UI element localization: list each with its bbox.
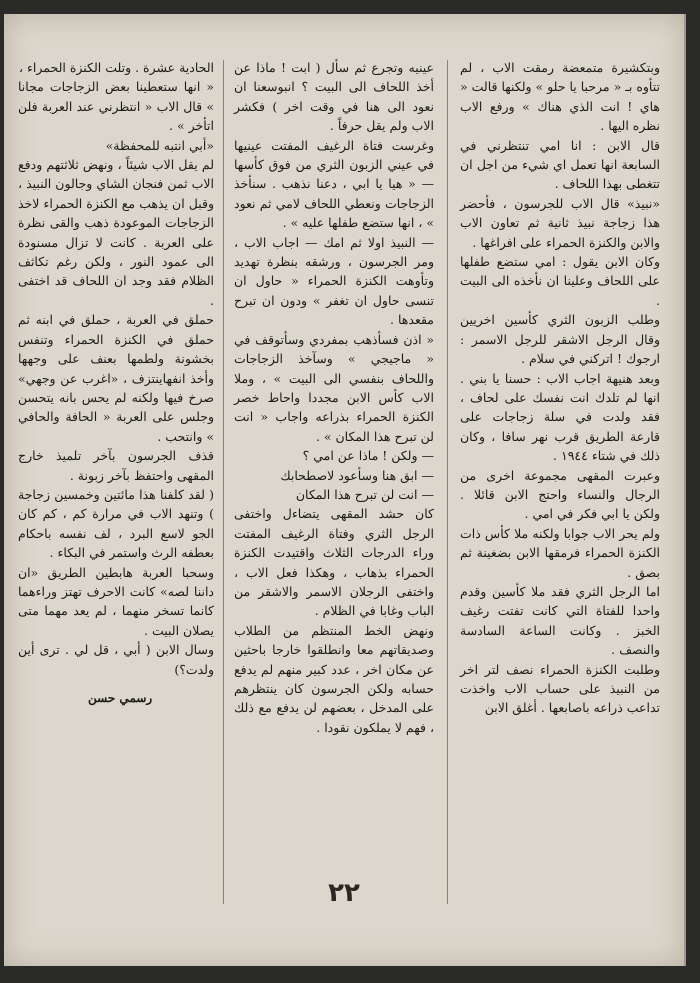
- paragraph: كان حشد المقهى يتضاءل واختفى الرجل الثري وفتاة الرغيف المفتت وراء الدرجات الثلاث واقتيدت الكنزة الحمراء بذهاب ، وهكذا فعل الاب ، واختفى الرجلان الاسمر والاشقر من الباب وغابا في الظلام .: [234, 506, 434, 619]
- paragraph: حملق في العربة ، حملق في ابنه ثم حملق في الكنزة الحمراء وتنفس بخشونة ولطمها بعنف على وجهها وأخذ انفهاينتزف ، «اغرب عن وجهي» صرخ فيها ولكنه لم يحس بانه يتحسن وجلس على العربة « الحافة والحافي » وانتحب .: [18, 312, 214, 444]
- paragraph: « اذن فسأذهب بمفردي وسأتوقف في « ماجيجي » وسآخذ الزجاجات واللحاف بنفسي الى البيت » ، وملا الاب كأس الابن مجددا واحاط خصر الكنزة الحمراء بذراعه واجاب « انت لن تبرح هذا المكان » .: [234, 331, 434, 444]
- paragraph: قذف الجرسون بآخر تلميذ خارج المقهى واحتفظ بآخر زبونة .: [18, 448, 214, 483]
- author-signature: رسمي حسن: [88, 691, 153, 705]
- page-edge: [684, 14, 686, 966]
- paragraph: ونهض الخط المنتظم من الطلاب وصديقاتهم معا وانطلقوا خارجا باحثين عن مكان اخر ، عدد كبير منهم لم يدفع حسابه ولكن الجرسون كان ينتظرهم على المدخل ، بعضهم لن يدفع مع ذلك ، فهم لا يملكون نقودا .: [234, 622, 434, 735]
- paragraph: وطلبت الكنزة الحمراء نصف لتر اخر من النبيذ على حساب الاب واخذت تداعب ذراعه باصابعها . أغلق الابن: [460, 661, 660, 716]
- paragraph: عينيه وتجرع ثم سأل ( ابت ! ماذا عن أخذ اللحاف الى البيت ؟ انبوسعنا ان نعود الى هنا في وقت اخر ) فكشر الاب ولم يقل حرفاً .: [234, 60, 434, 134]
- paragraph: « انها ستعطينا بعض الزجاجات مجانا » قال الاب « انتظرني عند العربة فلن اتأخر » .: [18, 79, 214, 134]
- column-divider: [447, 60, 448, 904]
- text-column-middle: [234, 58, 434, 737]
- page-number: ٢٢: [328, 878, 360, 908]
- paragraph: — النبيذ اولا ثم امك — اجاب الاب ، ومر الجرسون ، ورشقه بنظرة تهديد وتأوهت الكنزة الحمراء « حاول ان تنسى حاول ان تغفر » ودون ان تبرح مقعدها .: [234, 234, 434, 328]
- paragraph: «نبيذ» قال الاب للجرسون ، فأحضر هذا زجاجة نبيذ ثانية ثم تعاون الاب والابن والكنزة الحمراء على افراغها .: [460, 195, 660, 250]
- paragraph: وعبرت المقهى مجموعة اخرى من الرجال والنساء واحتج الابن قائلا . ولكن يا ابي فكر في امي .: [460, 467, 660, 522]
- paragraph: — ولكن ! ماذا عن امي ؟: [302, 448, 434, 464]
- paragraph: اما الرجل الثري فقد ملا كأسين وقدم واحدا للفتاة التي كانت تفتت رغيف الخبز . وكانت الساعة السادسة والنصف .: [460, 583, 660, 658]
- paragraph: وطلب الزبون الثري كأسين اخريين وقال الرجل الاشقر للرجل الاسمر : ارجوك ! اتركني في سلام .: [460, 312, 660, 367]
- paragraph: — ابق هنا وسأعود لاصطحابك: [280, 467, 434, 483]
- text-column-right: [460, 58, 660, 718]
- paragraph: وبتكشيرة متمعضة رمقت الاب ، لم تتأوه بـ « مرحبا يا حلو » ولكنها قالت « هاي ! انت الذي هناك » ورفع الاب نظره اليها .: [460, 60, 660, 134]
- paragraph: لم يقل الاب شيئاً ، ونهض ثلاثتهم ودفع الاب ثمن فنجان الشاي وجالون النبيذ ، وقبل ان يذهب مع الكنزة الحمراء لاخذ الزجاجات الموعودة ذهب والقى نظرة على العربة . كانت لا تزال مسنودة الى عمود النور ، ولكن رغم تكاثف الظلام فقد وجد ان اللحاف قد اختفى .: [18, 157, 214, 308]
- paragraph: وغرست فتاة الرغيف المفتت عينيها في عيني الزبون الثري من فوق كأسها — « هيا يا ابي ، دعنا نذهب . سنأخذ الزجاجات ونعطي اللحاف لامي ثم نعود » ، انها ستضع طفلها عليه » .: [234, 137, 434, 231]
- paragraph: الحادية عشرة . وتلت الكنزة الحمراء ،: [19, 60, 214, 75]
- paragraph: وسحبا العربة هابطين الطريق «ان داننا لصه» كانت الاحرف تهتز وراءهما كانما تسخر منهما ، لم يعد مهما متى يصلان البيت .: [18, 564, 214, 638]
- paragraph: ( لقد كلفنا هذا مائتين وخمسين زجاجة ) وتنهد الاب في مرارة كم ، كم كان الجو لاسع البرد ، لف نفسه باحكام بعطفه الرث واستمر في البكاء .: [18, 486, 214, 561]
- magazine-page: [4, 14, 684, 966]
- column-divider: [223, 60, 224, 904]
- paragraph: «أبي انتبه للمحفظة»: [105, 137, 214, 153]
- paragraph: ولم يحر الاب جوابا ولكنه ملا كأس ذات الكنزة الحمراء فرمقها الابن بضغينة ثم بصق .: [460, 525, 660, 580]
- paragraph: وبعد هنيهة اجاب الاب : حسنا يا بني . انها لم تلدك انت نفسك على لحاف ، فقد ولدت في سلة زجاجات على قارعة الطريق قرب نهر سافا ، وكان ذلك في شتاء ١٩٤٤ .: [460, 370, 660, 464]
- paragraph: وكان الابن يقول : امي ستضع طفلها على اللحاف وعلينا ان نأخذه الى البيت .: [460, 254, 660, 308]
- paragraph: وسال الابن ( أبي ، قل لي . ترى أين ولدت؟): [18, 642, 214, 677]
- paragraph: قال الابن : انا امي تنتظرني في السابعة انها تعمل اي شيء من اجل ان تتغطى بهذا اللحاف .: [460, 137, 660, 192]
- paragraph: — انت لن تبرح هذا المكان: [295, 486, 434, 502]
- text-column-left: [18, 58, 214, 708]
